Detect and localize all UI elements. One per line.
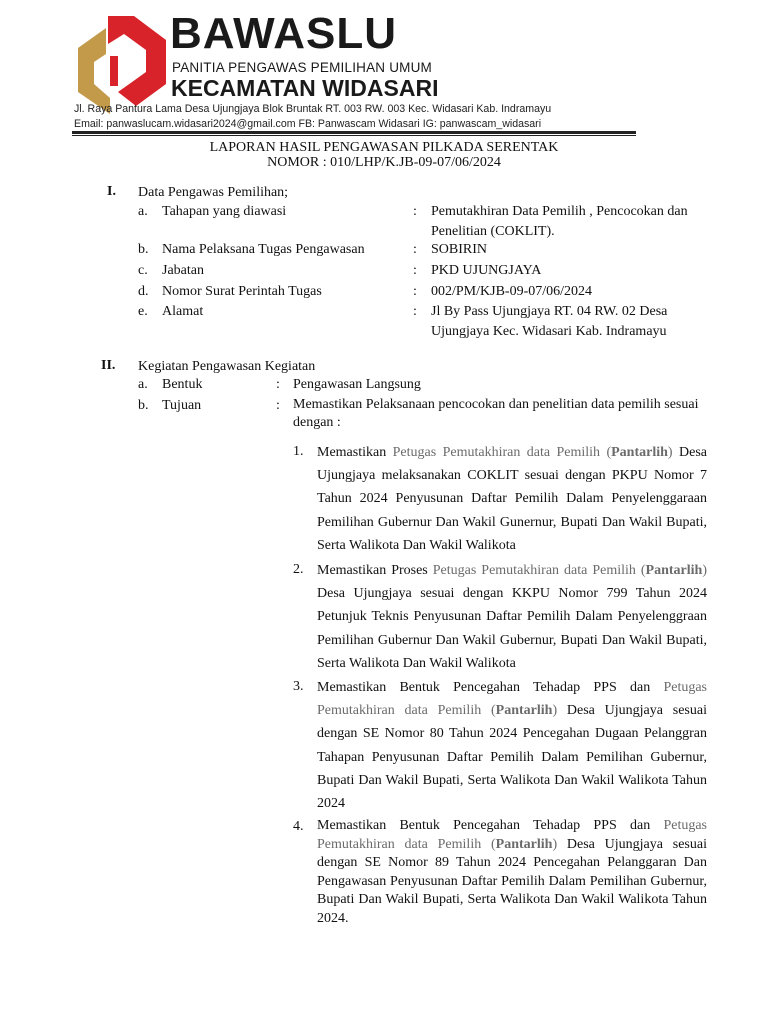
list-item-highlight: Petugas Pemutakhiran data Pemilih ( bbox=[317, 680, 707, 719]
list-number: 3. bbox=[293, 679, 304, 694]
section-heading: Kegiatan Pengawasan Kegiatan bbox=[138, 359, 316, 374]
section-numeral: I. bbox=[107, 184, 116, 199]
row-letter: b. bbox=[138, 242, 149, 257]
row-letter: b. bbox=[138, 398, 149, 413]
row-label: Bentuk bbox=[162, 377, 203, 392]
list-item-text: Desa Ujungjaya melaksanakan COKLIT sesuai dengan PKPU Nomor 7 Tahun 2024 Penyusunan Daftar Pemilih Dalam Penyelenggaraan Pemilihan Gubernur Dan Wakil Gunernur, Bupati Dan Wakil Bupati, Serta Walikota Dan Wakil Walikota bbox=[317, 445, 707, 553]
list-item-strong: Pantarlih bbox=[495, 703, 553, 719]
row-value: Pengawasan Langsung bbox=[293, 377, 421, 392]
row-label: Nomor Surat Perintah Tugas bbox=[162, 284, 322, 299]
list-item bbox=[317, 676, 707, 815]
row-value: Jl By Pass Ujungjaya RT. 04 RW. 02 Desa Ujungjaya Kec. Widasari Kab. Indramayu bbox=[431, 304, 668, 339]
list-item-highlight: Petugas Pemutakhiran data Pemilih ( bbox=[432, 563, 646, 578]
org-unit: KECAMATAN WIDASARI bbox=[171, 75, 439, 101]
row-separator: : bbox=[276, 377, 280, 392]
list-item-text: Memastikan Proses bbox=[317, 563, 433, 578]
list-item-highlight-close: ) bbox=[702, 563, 707, 578]
list-item-text: Desa Ujungjaya sesuai dengan SE Nomor 89 Tahun 2024 Pencegahan Pelanggaran Dan Pengawasan Penyusunan Daftar Pemilih Dalam Pemilihan Gubernur, Bupati Dan Wakil Bupati, Serta Walikota Dan Wakil Walikota Tahun 2024. bbox=[317, 836, 707, 926]
list-item-strong: Pantarlih bbox=[495, 836, 553, 852]
row-separator: : bbox=[413, 284, 417, 299]
row-label: Tahapan yang diawasi bbox=[162, 204, 287, 219]
row-label: Tujuan bbox=[162, 398, 202, 413]
row-value: SOBIRIN bbox=[431, 242, 488, 257]
section-numeral: II. bbox=[101, 358, 116, 373]
row-separator: : bbox=[413, 304, 417, 319]
list-item-text: Memastikan Bentuk Pencegahan Tehadap PPS dan bbox=[317, 680, 664, 695]
row-separator: : bbox=[276, 398, 280, 413]
row-label: Alamat bbox=[162, 304, 204, 319]
row-value: Memastikan Pelaksanaan pencocokan dan penelitian data pemilih sesuai dengan : bbox=[293, 397, 699, 430]
row-value: Pemutakhiran Data Pemilih , Pencocokan dan Penelitian (COKLIT). bbox=[431, 204, 688, 239]
row-letter: a. bbox=[138, 204, 148, 219]
letterhead bbox=[0, 0, 768, 140]
list-item-strong: Pantarlih bbox=[611, 445, 668, 460]
list-item-highlight-close: ) bbox=[667, 445, 673, 460]
row-separator: : bbox=[413, 242, 417, 257]
row-separator: : bbox=[413, 263, 417, 278]
row-separator: : bbox=[413, 204, 417, 219]
report-number: NOMOR : 010/LHP/K.JB-09-07/06/2024 bbox=[267, 155, 501, 170]
list-item bbox=[317, 441, 707, 557]
org-subtitle: PANITIA PENGAWAS PEMILIHAN UMUM bbox=[172, 60, 432, 75]
section-heading: Data Pengawas Pemilihan; bbox=[138, 185, 289, 200]
list-number: 1. bbox=[293, 444, 304, 459]
list-item-highlight-close: ) bbox=[552, 703, 558, 719]
row-label: Nama Pelaksana Tugas Pengawasan bbox=[162, 242, 365, 257]
list-item-text: Memastikan Bentuk Pencegahan Tehadap PPS dan bbox=[317, 818, 664, 833]
list-item-highlight-close: ) bbox=[552, 836, 558, 852]
header-divider bbox=[72, 131, 636, 134]
list-number: 4. bbox=[293, 819, 304, 834]
row-letter: c. bbox=[138, 263, 148, 278]
row-letter: e. bbox=[138, 304, 148, 319]
org-address: Jl. Raya Pantura Lama Desa Ujungjaya Blok Bruntak RT. 003 RW. 003 Kec. Widasari Kab. Indramayu bbox=[74, 103, 552, 115]
list-item bbox=[317, 817, 707, 928]
list-item-strong: Pantarlih bbox=[645, 563, 703, 578]
list-item-highlight: Petugas Pemutakhiran data Pemilih ( bbox=[392, 445, 612, 460]
row-letter: d. bbox=[138, 284, 149, 299]
list-number: 2. bbox=[293, 562, 304, 577]
list-item-text: Desa Ujungjaya sesuai dengan KKPU Nomor 799 Tahun 2024 Petunjuk Teknis Penyusunan Daftar Pemilih Dalam Penyelenggraan Pemilihan Gubernur Dan Wakil Gubernur, Bupati Dan Wakil Bupati, Serta Walikota Dan Wakil Walikota bbox=[317, 586, 707, 671]
row-letter: a. bbox=[138, 377, 148, 392]
row-value: PKD UJUNGJAYA bbox=[431, 263, 542, 278]
row-value: 002/PM/KJB-09-07/06/2024 bbox=[431, 284, 593, 299]
list-item bbox=[317, 559, 707, 675]
org-name: BAWASLU bbox=[170, 9, 397, 58]
row-label: Jabatan bbox=[162, 263, 204, 278]
list-item-highlight: Petugas Pemutakhiran data Pemilih ( bbox=[317, 818, 707, 852]
list-item-text: Memastikan bbox=[317, 445, 393, 460]
header-divider-thin bbox=[72, 135, 636, 136]
list-item-text: Desa Ujungjaya sesuai dengan SE Nomor 80 Tahun 2024 Pencegahan Dugaan Pelanggran Tahapan Penyusunan Daftar Pemilih Dalam Pemilihan Gubernur, Bupati Dan Wakil Bupati, Serta Walikota Dan Wakil Walikota Tahun 2024 bbox=[317, 703, 707, 812]
report-title: LAPORAN HASIL PENGAWASAN PILKADA SERENTAK bbox=[209, 140, 559, 155]
org-contact: Email: panwaslucam.widasari2024@gmail.com FB: Panwascam Widasari IG: panwascam_widasari bbox=[74, 118, 542, 130]
